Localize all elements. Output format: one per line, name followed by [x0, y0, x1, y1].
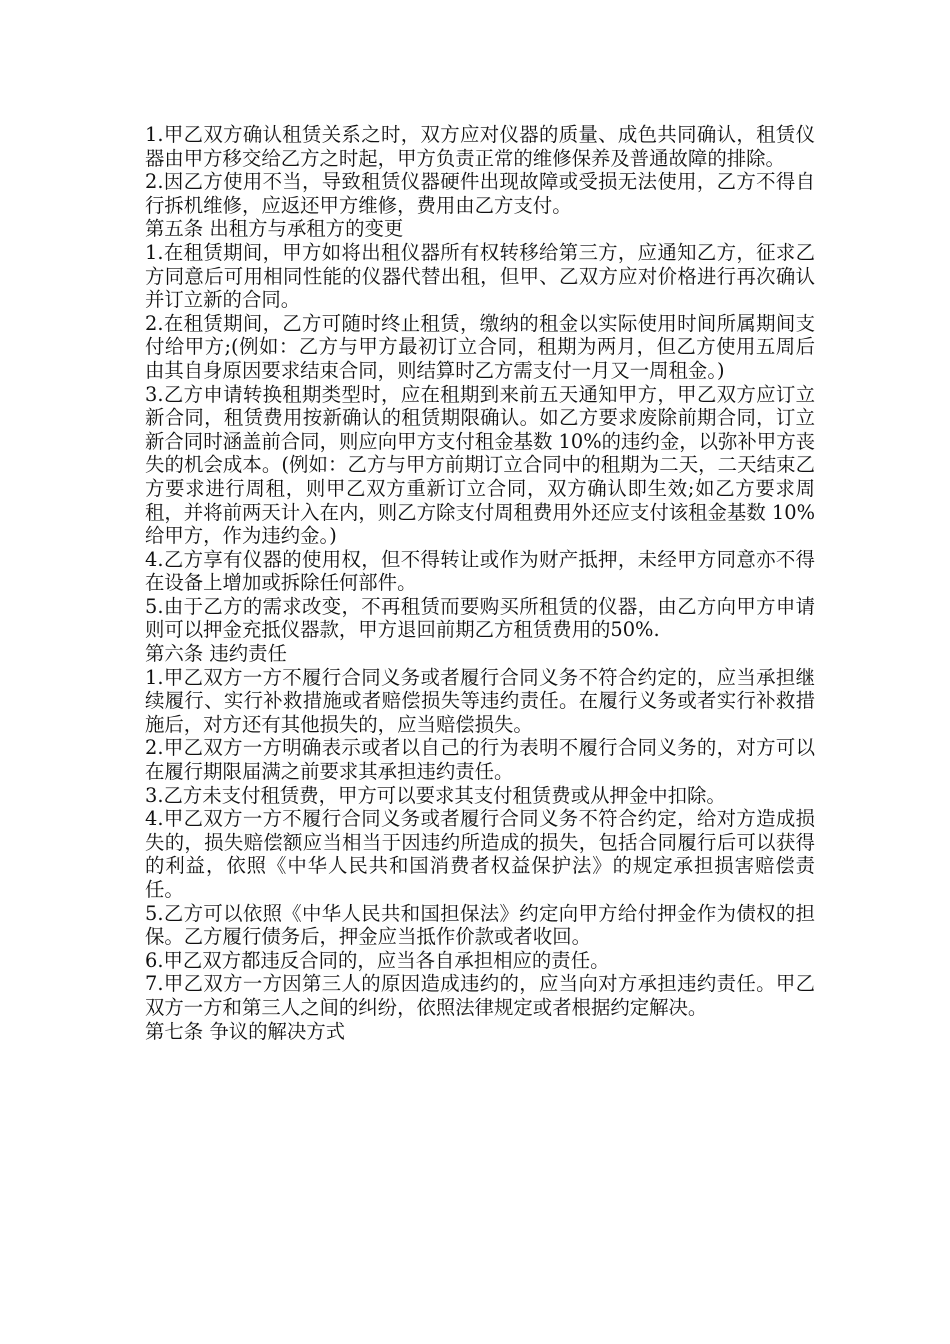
- clause-6-item-7: 7.甲乙双方一方因第三人的原因造成违约的，应当向对方承担违约责任。甲乙双方一方和第三人之间的纠纷，依照法律规定或者根据约定解决。: [145, 972, 815, 1019]
- clause-6-item-3: 3.乙方未支付租赁费，甲方可以要求其支付租赁费或从押金中扣除。: [145, 783, 726, 807]
- section-heading-6: 第六条 违约责任: [145, 642, 287, 666]
- clause-6-item-5: 5.乙方可以依照《中华人民共和国担保法》约定向甲方给付押金作为债权的担保。乙方履行债务后，押金应当抵作价款或者收回。: [145, 901, 815, 949]
- clause-6-item-6: 6.甲乙双方都违反合同的，应当各自承担相应的责任。: [145, 948, 610, 972]
- clause-5-item-2: 2.在租赁期间，乙方可随时终止租赁，缴纳的租金以实际使用时间所属期间支付给甲方;(例如：乙方与甲方最初订立合同，租期为两月，但乙方使用五周后由其自身原因要求结束合同，则结算时乙方需支付一月又一周租金。): [145, 311, 815, 382]
- clause-4-item-1: 1.甲乙双方确认租赁关系之时，双方应对仪器的质量、成色共同确认，租赁仪器由甲方移交给乙方之时起，甲方负责正常的维修保养及普通故障的排除。: [145, 123, 815, 170]
- clause-5-item-5: 5.由于乙方的需求改变，不再租赁而要购买所租赁的仪器，由乙方向甲方申请则可以押金充抵仪器款，甲方退回前期乙方租赁费用的50%.: [145, 594, 815, 642]
- clause-6-item-1: 1.甲乙双方一方不履行合同义务或者履行合同义务不符合约定的，应当承担继续履行、实行补救措施或者赔偿损失等违约责任。在履行义务或者实行补救措施后，对方还有其他损失的，应当赔偿损失。: [145, 665, 815, 736]
- section-heading-5: 第五条 出租方与承租方的变更: [145, 217, 404, 241]
- clause-5-item-3: 3.乙方申请转换租期类型时，应在租期到来前五天通知甲方，甲乙双方应订立新合同，租赁费用按新确认的租赁期限确认。如乙方要求废除前期合同，订立新合同时涵盖前合同，则应向甲方支付租金基数 10%的违约金，以弥补甲方丧失的机会成本。(例如：乙方与甲方前期订立合同中的租期为二天，二天结束乙方要求进行周租，则甲乙双方重新订立合同，双方确认即生效;如乙方要求周租，并将前两天计入在内，则乙方除支付周租费用外还应支付该租金基数 10%给甲方，作为违约金。): [145, 382, 815, 548]
- clause-5-item-1: 1.在租赁期间，甲方如将出租仪器所有权转移给第三方，应通知乙方，征求乙方同意后可用相同性能的仪器代替出租，但甲、乙双方应对价格进行再次确认并订立新的合同。: [145, 240, 815, 312]
- section-heading-7: 第七条 争议的解决方式: [145, 1019, 346, 1043]
- contract-body: [145, 123, 815, 1043]
- clause-4-item-2: 2.因乙方使用不当，导致租赁仪器硬件出现故障或受损无法使用，乙方不得自行拆机维修，应返还甲方维修，费用由乙方支付。: [145, 170, 815, 217]
- clause-5-item-4: 4.乙方享有仪器的使用权，但不得转让或作为财产抵押，未经甲方同意亦不得在设备上增加或拆除任何部件。: [145, 547, 815, 595]
- clause-6-item-4: 4.甲乙双方一方不履行合同义务或者履行合同义务不符合约定，给对方造成损失的，损失赔偿额应当相当于因违约所造成的损失，包括合同履行后可以获得的利益，依照《中华人民共和国消费者权益保护法》的规定承担损害赔偿责任。: [145, 807, 815, 901]
- clause-6-item-2: 2.甲乙双方一方明确表示或者以自己的行为表明不履行合同义务的，对方可以在履行期限届满之前要求其承担违约责任。: [145, 736, 815, 784]
